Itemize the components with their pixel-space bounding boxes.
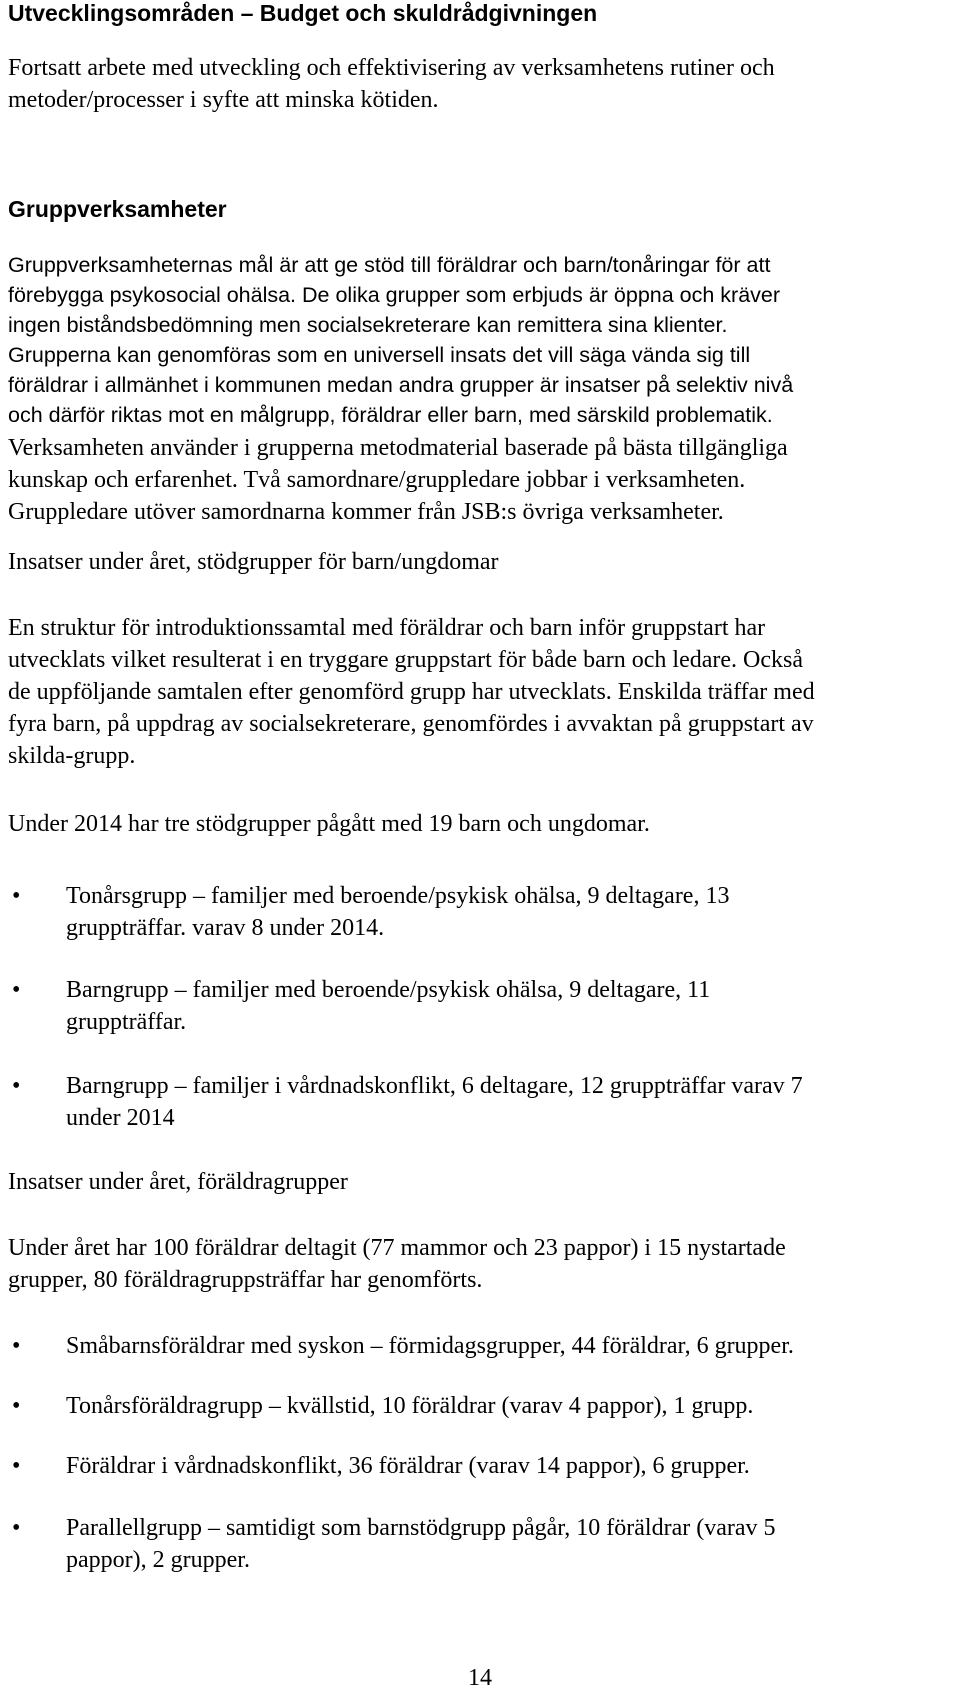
text-line: metoder/processer i syfte att minska kötiden.: [8, 87, 439, 113]
heading-foraldragrupper: Insatser under året, föräldragrupper: [8, 1169, 348, 1195]
bullet-icon: •: [12, 1515, 21, 1541]
paragraph-foraldragrupper: [8, 1232, 948, 1296]
text-line: Gruppverksamheternas mål är att ge stöd till föräldrar och barn/tonåringar för att: [8, 253, 771, 277]
paragraph-gruppverksamheter-serif: [8, 432, 948, 528]
text-line: förebygga psykosocial ohälsa. De olika grupper som erbjuds är öppna och kräver: [8, 283, 781, 307]
text-line: grupper, 80 föräldragruppsträffar har genomförts.: [8, 1267, 483, 1293]
text-line: Fortsatt arbete med utveckling och effektivisering av verksamhetens rutiner och: [8, 55, 775, 81]
heading-stodgrupper: Insatser under året, stödgrupper för barn/ungdomar: [8, 549, 499, 575]
paragraph-gruppverksamheter-sans: [8, 250, 938, 430]
bullet-icon: •: [12, 883, 21, 909]
text-line: Verksamheten använder i grupperna metodmaterial baserade på bästa tillgängliga: [8, 435, 788, 461]
text-line: under 2014: [66, 1105, 175, 1131]
text-line: de uppföljande samtalen efter genomförd grupp har utvecklats. Enskilda träffar med: [8, 679, 815, 705]
text-line: skilda-grupp.: [8, 743, 136, 769]
paragraph-budget: [8, 52, 948, 116]
text-line: Småbarnsföräldrar med syskon – förmidagsgrupper, 44 föräldrar, 6 grupper.: [66, 1333, 794, 1359]
text-line: föräldrar i allmänhet i kommunen medan andra grupper är insatser på selektiv nivå: [8, 373, 794, 397]
text-line: ingen biståndsbedömning men socialsekreterare kan remittera sina klienter.: [8, 313, 728, 337]
text-line: Gruppledare utöver samordnarna kommer från JSB:s övriga verksamheter.: [8, 499, 724, 525]
bullet-icon: •: [12, 977, 21, 1003]
text-line: utvecklats vilket resulterat i en tryggare gruppstart för både barn och ledare. Också: [8, 647, 804, 673]
text-line: Barngrupp – familjer med beroende/psykisk ohälsa, 9 deltagare, 11: [66, 977, 711, 1003]
paragraph-stodgrupper: [8, 612, 948, 772]
bullet-icon: •: [12, 1073, 21, 1099]
bullet-icon: •: [12, 1453, 21, 1479]
bullet-icon: •: [12, 1393, 21, 1419]
heading-budget-skuldradgivning: Utvecklingsområden – Budget och skuldrådgivningen: [8, 0, 598, 26]
text-line: fyra barn, på uppdrag av socialsekreterare, genomfördes i avvaktan på gruppstart av: [8, 711, 814, 737]
text-line: Grupperna kan genomföras som en universell insats det vill säga vända sig till: [8, 343, 751, 367]
text-line: Under året har 100 föräldrar deltagit (77 mammor och 23 pappor) i 15 nystartade: [8, 1235, 786, 1261]
text-line: Föräldrar i vårdnadskonflikt, 36 föräldrar (varav 14 pappor), 6 grupper.: [66, 1453, 750, 1479]
heading-gruppverksamheter: Gruppverksamheter: [8, 196, 227, 222]
text-line: Barngrupp – familjer i vårdnadskonflikt, 6 deltagare, 12 gruppträffar varav 7: [66, 1073, 803, 1099]
text-line: kunskap och erfarenhet. Två samordnare/gruppledare jobbar i verksamheten.: [8, 467, 746, 493]
page-number: 14: [468, 1665, 492, 1691]
text-line: Tonårsgrupp – familjer med beroende/psykisk ohälsa, 9 deltagare, 13: [66, 883, 730, 909]
text-line: gruppträffar. varav 8 under 2014.: [66, 915, 385, 941]
text-line: En struktur för introduktionssamtal med föräldrar och barn inför gruppstart har: [8, 615, 766, 641]
summary-stodgrupper: Under 2014 har tre stödgrupper pågått med 19 barn och ungdomar.: [8, 811, 650, 837]
bullet-icon: •: [12, 1333, 21, 1359]
text-line: Tonårsföräldragrupp – kvällstid, 10 föräldrar (varav 4 pappor), 1 grupp.: [66, 1393, 754, 1419]
text-line: pappor), 2 grupper.: [66, 1547, 250, 1573]
text-line: och därför riktas mot en målgrupp, föräldrar eller barn, med särskild problematik.: [8, 403, 773, 427]
text-line: Parallellgrupp – samtidigt som barnstödgrupp pågår, 10 föräldrar (varav 5: [66, 1515, 776, 1541]
text-line: gruppträffar.: [66, 1009, 187, 1035]
